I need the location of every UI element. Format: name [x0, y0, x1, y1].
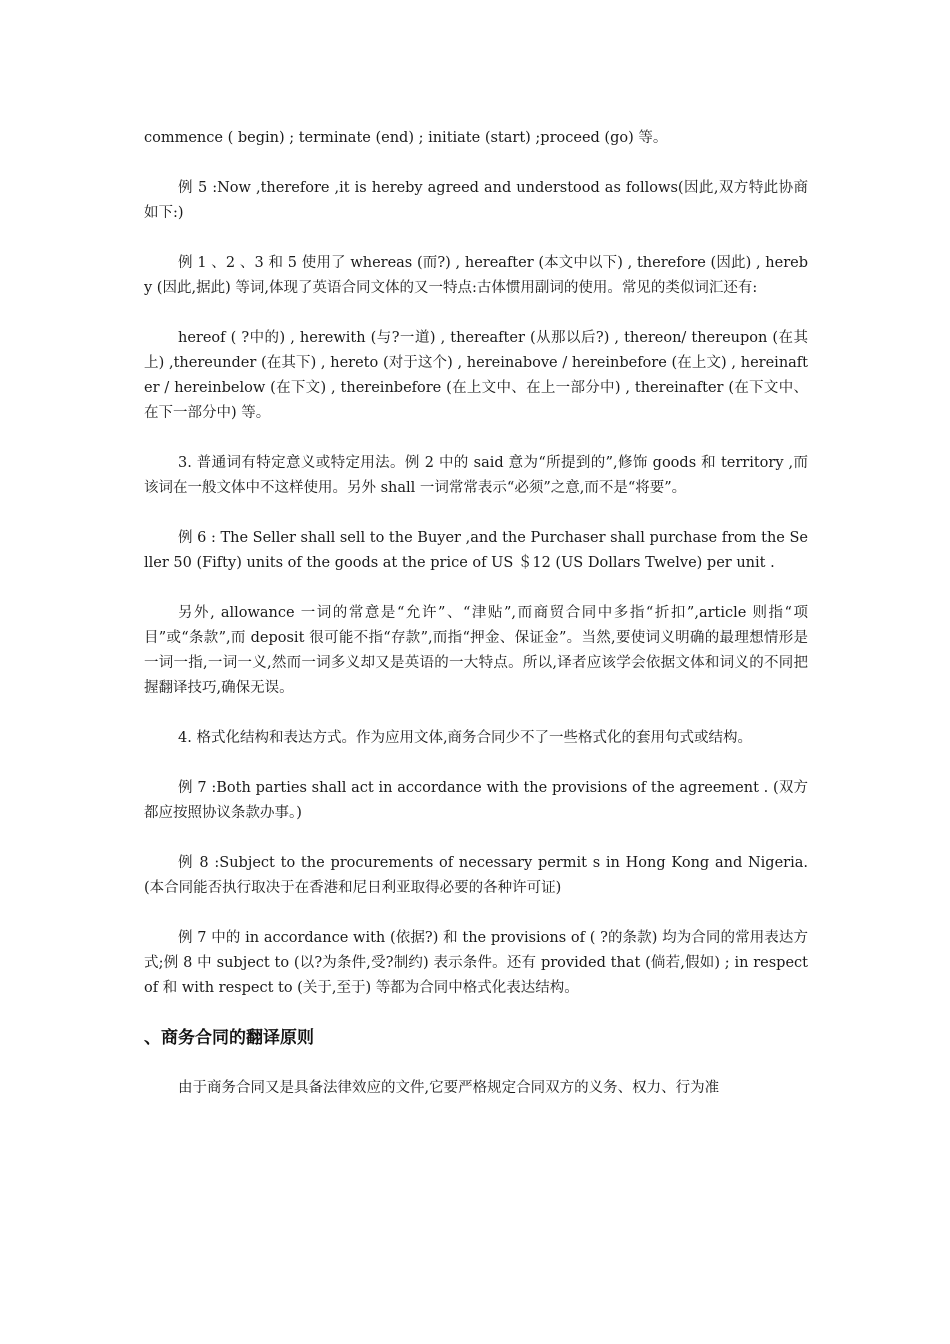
paragraph-point-4: 4. 格式化结构和表达方式。作为应用文体,商务合同少不了一些格式化的套用句式或结构。	[178, 730, 753, 746]
paragraph-word-list-examples: commence ( begin) ; terminate (end) ; initiate (start) ;proceed (go) 等。	[144, 130, 668, 146]
paragraph-word-meanings: 另外, allowance 一词的常意是“允许”、“津贴”,而商贸合同中多指“折扣”,article 则指“项目”或“条款”,而 deposit 很可能不指“存款”,而指“押金、保证金”。当然,要使词义明确的最理想情形是一词一指,一词一义,然而一词多义却又是英语的一大特点。所以,译者应该学会依据文体和词义的不同把握翻译技巧,确保无误。	[144, 605, 808, 696]
document-body	[144, 126, 808, 1126]
paragraph-point-3: 3. 普通词有特定意义或特定用法。例 2 中的 said 意为“所提到的”,修饰 goods 和 territory ,而该词在一般文体中不这样使用。另外 shall 一词常常表示“必须”之意,而不是“将要”。	[144, 455, 808, 496]
paragraph-example-6: 例 6 : The Seller shall sell to the Buyer ,and the Purchaser shall purchase from the Seller 50 (Fifty) units of the goods at the price of US ＄12 (US Dollars Twelve) per unit .	[144, 530, 808, 571]
section-heading-translation-principles: 、商务合同的翻译原则	[144, 1028, 314, 1048]
paragraph-translation-principles-intro: 由于商务合同又是具备法律效应的文件,它要严格规定合同双方的义务、权力、行为准	[178, 1080, 720, 1096]
paragraph-archaic-word-list: hereof ( ?中的) , herewith (与?一道) , thereafter (从那以后?) , thereon/ thereupon (在其上) ,thereunder (在其下) , hereto (对于这个) , hereinabove / hereinbefore (在上文) , hereinafter / hereinbelow (在下文) , thereinbefore (在上文中、在上一部分中) , thereinafter (在下文中、在下一部分中) 等。	[144, 330, 808, 421]
paragraph-formulaic-expressions: 例 7 中的 in accordance with (依据?) 和 the provisions of ( ?的条款) 均为合同的常用表达方式;例 8 中 subject to (以?为条件,受?制约) 表示条件。还有 provided that (倘若,假如) ; in respect of 和 with respect to (关于,至于) 等都为合同中格式化表达结构。	[144, 930, 808, 996]
paragraph-example-8: 例 8 :Subject to the procurements of necessary permit s in Hong Kong and Nigeria. (本合同能否执行取决于在香港和尼日利亚取得必要的各种许可证)	[144, 855, 808, 896]
paragraph-example-7: 例 7 :Both parties shall act in accordance with the provisions of the agreement . (双方都应按照协议条款办事。)	[144, 780, 808, 821]
paragraph-example-5: 例 5 :Now ,therefore ,it is hereby agreed and understood as follows(因此,双方特此协商如下:)	[144, 180, 808, 221]
paragraph-archaic-adverbs: 例 1 、2 、3 和 5 使用了 whereas (而?) , hereafter (本文中以下) , therefore (因此) , hereby (因此,据此) 等词,体现了英语合同文体的又一特点:古体惯用副词的使用。常见的类似词汇还有:	[144, 255, 808, 296]
